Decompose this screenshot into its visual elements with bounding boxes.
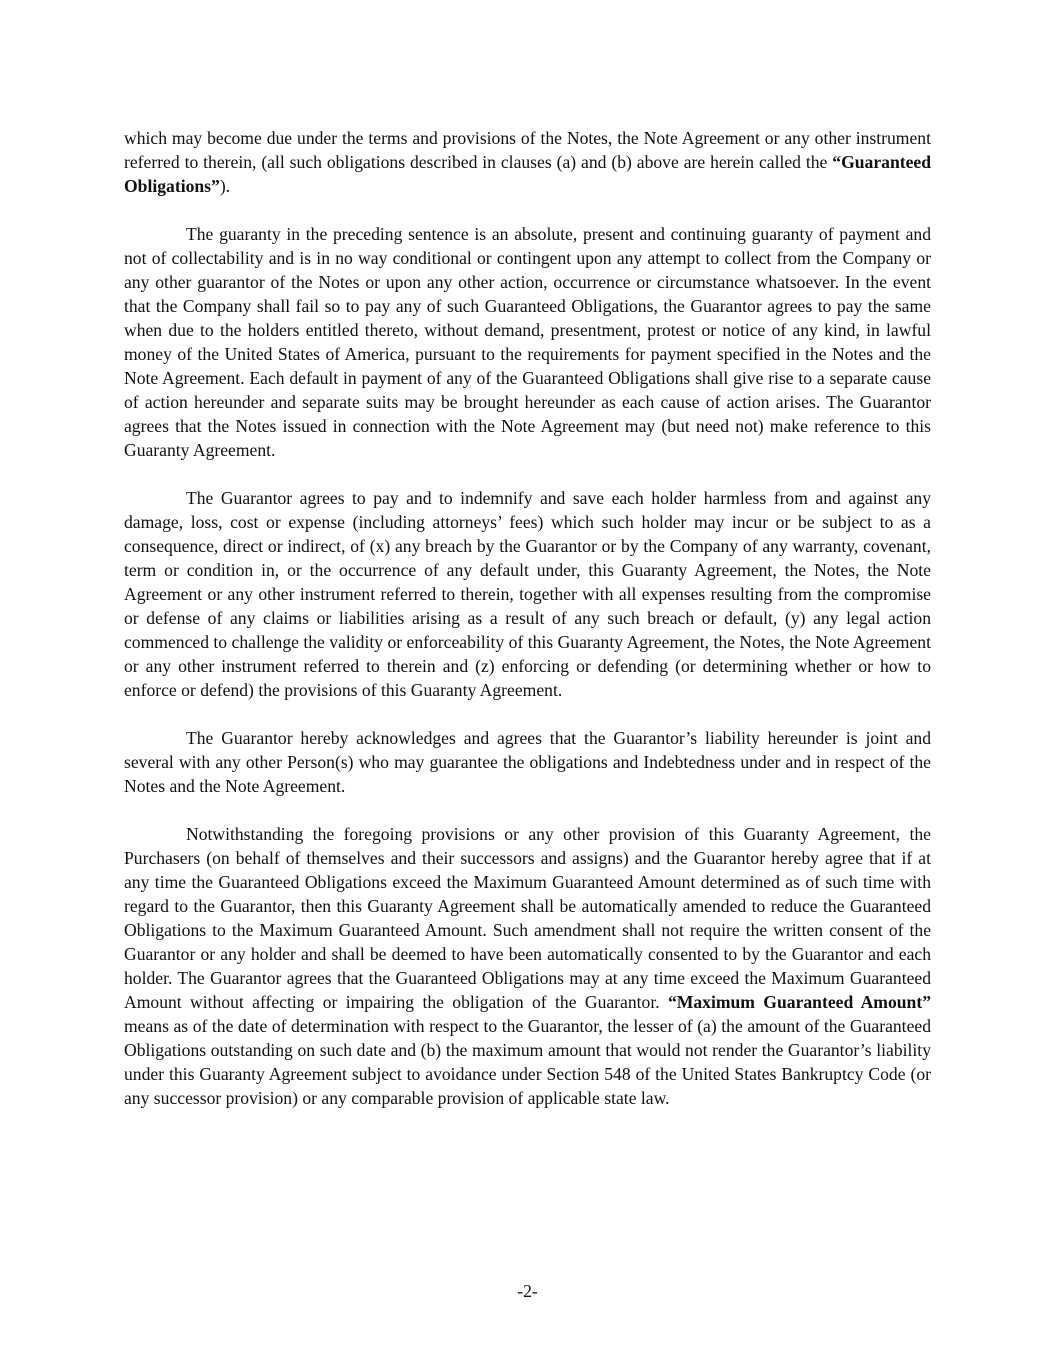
paragraph-indemnification: The Guarantor agrees to pay and to indemnify and save each holder harmless from and against any damage, loss, cost or expense (including attorneys’ fees) which such holder may incur or be subject to as a consequence, direct or indirect, of (x) any breach by the Guarantor or by the Company of any warranty, covenant, term or condition in, or the occurrence of any default under, this Guaranty Agreement, the Notes, the Note Agreement or any other instrument referred to therein, together with all expenses resulting from the compromise or defense of any claims or liabilities arising as a result of any such breach or default, (y) any legal action commenced to challenge the validity or enforceability of this Guaranty Agreement, the Notes, the Note Agreement or any other instrument referred to therein and (z) enforcing or defending (or determining whether or how to enforce or defend) the provisions of this Guaranty Agreement. (124, 488, 931, 700)
paragraph-maximum-amount (124, 822, 931, 1110)
text: which may become due under the terms and provisions of the Notes, the Note Agreement or any other instrument referred to therein, (all such obligations described in clauses (a) and (b) above are herein called the (124, 128, 931, 172)
document-body (124, 126, 931, 1134)
paragraph-joint-several: The Guarantor hereby acknowledges and agrees that the Guarantor’s liability hereunder is joint and several with any other Person(s) who may guarantee the obligations and Indebtedness under and in respect of the Notes and the Note Agreement. (124, 728, 931, 796)
defined-term: “Maximum Guaranteed Amount” (667, 992, 931, 1012)
text: ). (219, 176, 231, 196)
paragraph-guaranty-nature: The guaranty in the preceding sentence is an absolute, present and continuing guaranty of payment and not of collectability and is in no way conditional or contingent upon any attempt to collect from the Company or any other guarantor of the Notes or upon any other action, occurrence or circumstance whatsoever. In the event that the Company shall fail so to pay any of such Guaranteed Obligations, the Guarantor agrees to pay the same when due to the holders entitled thereto, without demand, presentment, protest or notice of any kind, in lawful money of the United States of America, pursuant to the requirements for payment specified in the Notes and the Note Agreement. Each default in payment of any of the Guaranteed Obligations shall give rise to a separate cause of action hereunder and separate suits may be brought hereunder as each cause of action arises. The Guarantor agrees that the Notes issued in connection with the Note Agreement may (but need not) make reference to this Guaranty Agreement. (124, 224, 931, 460)
defined-term: “Guaranteed Obligations” (124, 152, 931, 196)
paragraph-guaranteed-obligations (124, 126, 931, 198)
text: means as of the date of determination with respect to the Guarantor, the lesser of (a) the amount of the Guaranteed Obligations outstanding on such date and (b) the maximum amount that would not render the Guarantor’s liability under this Guaranty Agreement subject to avoidance under Section 548 of the United States Bankruptcy Code (or any successor provision) or any comparable provision of applicable state law. (124, 1016, 931, 1108)
page-number: -2- (517, 1281, 538, 1301)
text: Notwithstanding the foregoing provisions or any other provision of this Guaranty Agreement, the Purchasers (on behalf of themselves and their successors and assigns) and the Guarantor hereby agree that if at any time the Guaranteed Obligations exceed the Maximum Guaranteed Amount determined as of such time with regard to the Guarantor, then this Guaranty Agreement shall be automatically amended to reduce the Guaranteed Obligations to the Maximum Guaranteed Amount. Such amendment shall not require the written consent of the Guarantor or any holder and shall be deemed to have been automatically consented to by the Guarantor and each holder. The Guarantor agrees that the Guaranteed Obligations may at any time exceed the Maximum Guaranteed Amount without affecting or impairing the obligation of the Guarantor. (124, 824, 931, 1012)
